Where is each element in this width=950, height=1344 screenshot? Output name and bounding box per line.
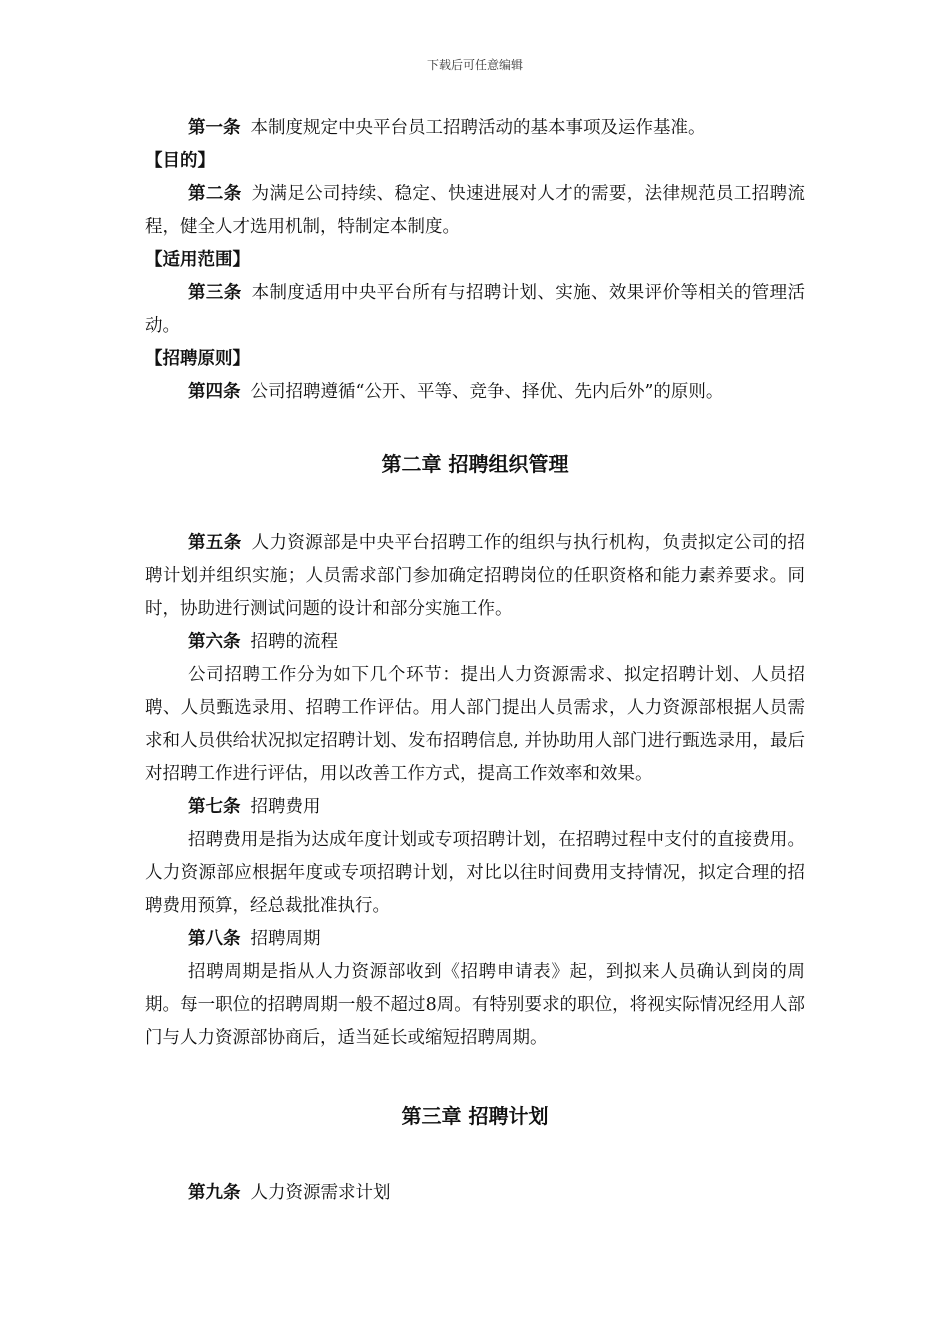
article-number: 第九条: [188, 1183, 241, 1203]
article-7: [145, 791, 805, 824]
article-text: 人力资源部是中央平台招聘工作的组织与执行机构，负责拟定公司的招聘计划并组织实施；人员需求部门参加确定招聘岗位的任职资格和能力素养要求。同时，协助进行测试问题的设计和部分实施工作。: [145, 533, 806, 619]
article-2: [145, 178, 805, 244]
article-title: 人力资源需求计划: [250, 1183, 391, 1203]
article-5: [145, 527, 805, 626]
section-heading-principle: 【招聘原则】: [145, 349, 250, 369]
article-number: 第四条: [188, 382, 241, 402]
article-text: 公司招聘遵循“公开、平等、竞争、择优、先内后外”的原则。: [250, 382, 724, 402]
article-text: 本制度适用中央平台所有与招聘计划、实施、效果评价等相关的管理活动。: [145, 283, 806, 336]
page-header: 下载后可任意编辑: [426, 58, 523, 72]
article-title: 招聘费用: [250, 797, 321, 817]
article-number: 第七条: [188, 797, 241, 817]
article-3: [145, 277, 805, 343]
section-heading-purpose: 【目的】: [145, 151, 215, 171]
article-6-body: 公司招聘工作分为如下几个环节：提出人力资源需求、拟定招聘计划、人员招聘、人员甄选录用、招聘工作评估。用人部门提出人员需求，人力资源部根据人员需求和人员供给状况拟定招聘计划、发布招聘信息, 并协助用人部门进行甄选录用，最后对招聘工作进行评估，用以改善工作方式，提高工作效率和效果。: [145, 665, 805, 784]
article-number: 第八条: [188, 929, 241, 949]
article-8: [145, 923, 805, 956]
article-1: [145, 112, 805, 145]
article-text: 本制度规定中央平台员工招聘活动的基本事项及运作基准。: [250, 118, 706, 138]
article-7-body: 招聘费用是指为达成年度计划或专项招聘计划，在招聘过程中支付的直接费用。人力资源部应根据年度或专项招聘计划，对比以往时间费用支持情况，拟定合理的招聘费用预算，经总裁批准执行。: [145, 830, 805, 916]
article-number: 第三条: [188, 283, 242, 303]
document-body: [145, 112, 805, 1210]
article-title: 招聘周期: [250, 929, 321, 949]
article-title: 招聘的流程: [250, 632, 338, 652]
section-heading-scope: 【适用范围】: [145, 250, 250, 270]
article-9: [145, 1177, 805, 1210]
article-8-body: 招聘周期是指从人力资源部收到《招聘申请表》起，到拟来人员确认到岗的周期。每一职位的招聘周期一般不超过8周。有特别要求的职位，将视实际情况经用人部门与人力资源部协商后，适当延长或缩短招聘周期。: [145, 962, 805, 1048]
chapter-2-title: 第二章 招聘组织管理: [381, 452, 569, 476]
article-text: 为满足公司持续、稳定、快速进展对人才的需要，法律规范员工招聘流程，健全人才选用机制，特制定本制度。: [145, 184, 806, 237]
article-4: [145, 376, 805, 409]
article-number: 第六条: [188, 632, 241, 652]
article-number: 第一条: [188, 118, 241, 138]
chapter-3-title: 第三章 招聘计划: [401, 1104, 549, 1128]
article-6: [145, 626, 805, 659]
article-number: 第五条: [188, 533, 242, 553]
article-number: 第二条: [188, 184, 242, 204]
